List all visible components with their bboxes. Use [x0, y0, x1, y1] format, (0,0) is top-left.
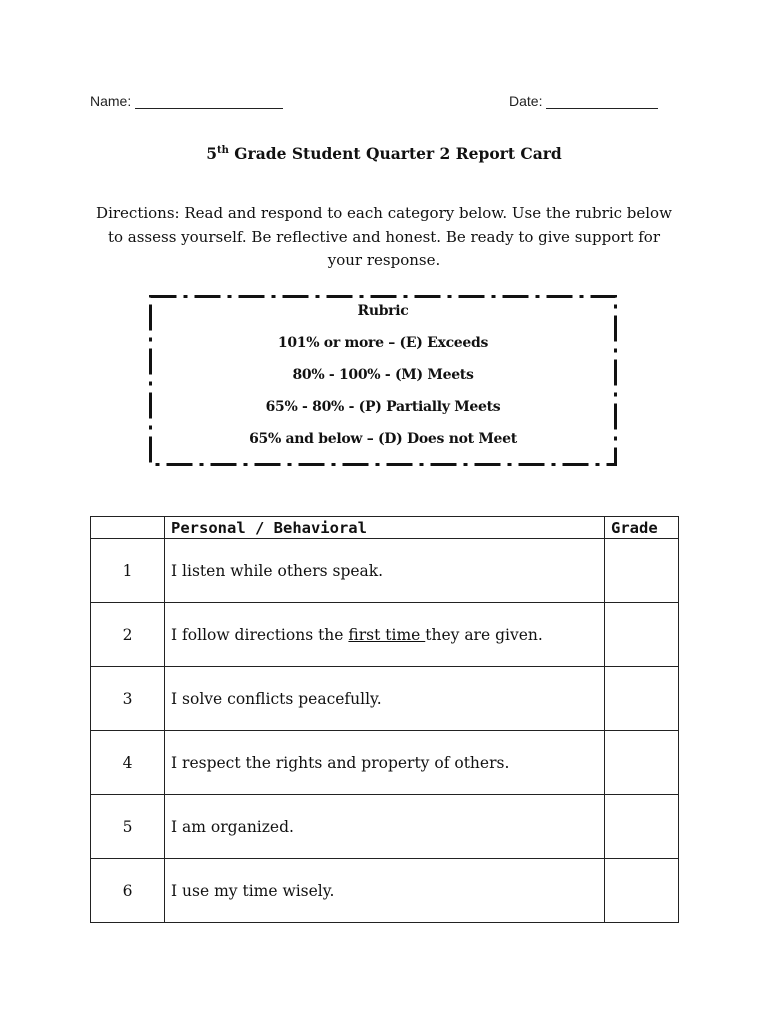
table-row: [91, 795, 679, 859]
rubric-box: [149, 295, 617, 466]
row-number: 2: [91, 603, 165, 667]
date-field: [509, 93, 658, 109]
grade-cell[interactable]: [605, 667, 679, 731]
row-number: 5: [91, 795, 165, 859]
date-blank[interactable]: [546, 94, 658, 109]
rubric-heading: Rubric: [357, 303, 409, 319]
title-grade-number: 5: [206, 144, 218, 163]
rubric-line: 65% - 80% - (P) Partially Meets: [265, 399, 501, 415]
directions-text: Directions: Read and respond to each category below. Use the rubric below to assess yourself. Be reflective and honest. Be ready to give support for your response.: [96, 204, 672, 269]
row-number: 4: [91, 731, 165, 795]
statement-part: they are given.: [425, 625, 543, 644]
statement-part: I follow directions the: [171, 625, 349, 644]
grade-cell[interactable]: [605, 603, 679, 667]
grades-table: [90, 516, 679, 923]
column-header-grade: Grade: [605, 517, 679, 539]
table-header-row: [91, 517, 679, 539]
table-row: [91, 859, 679, 923]
table-row: [91, 539, 679, 603]
row-number: 3: [91, 667, 165, 731]
table-row: [91, 731, 679, 795]
statement-underlined: first time: [348, 625, 426, 644]
grade-cell[interactable]: [605, 795, 679, 859]
rubric-line: 65% and below – (D) Does not Meet: [249, 431, 517, 447]
grade-cell[interactable]: [605, 731, 679, 795]
name-blank[interactable]: [135, 94, 283, 109]
row-statement: I listen while others speak.: [165, 539, 605, 603]
row-statement: [165, 603, 605, 667]
page-title: [0, 144, 768, 163]
title-text: Grade Student Quarter 2 Report Card: [228, 144, 562, 163]
name-field: [90, 93, 283, 109]
name-label: Name:: [90, 93, 132, 109]
date-label: Date:: [509, 93, 543, 109]
column-header-category: Personal / Behavioral: [165, 517, 605, 539]
grade-cell[interactable]: [605, 539, 679, 603]
row-statement: I solve conflicts peacefully.: [165, 667, 605, 731]
row-statement: I respect the rights and property of others.: [165, 731, 605, 795]
row-number: 6: [91, 859, 165, 923]
row-statement: I use my time wisely.: [165, 859, 605, 923]
table-row: [91, 667, 679, 731]
column-header-number: [91, 517, 165, 539]
row-number: 1: [91, 539, 165, 603]
rubric-line: 101% or more – (E) Exceeds: [277, 335, 489, 351]
title-grade-suffix: th: [217, 144, 229, 156]
table-row: [91, 603, 679, 667]
grade-cell[interactable]: [605, 859, 679, 923]
rubric-line: 80% - 100% - (M) Meets: [292, 367, 474, 383]
row-statement: I am organized.: [165, 795, 605, 859]
